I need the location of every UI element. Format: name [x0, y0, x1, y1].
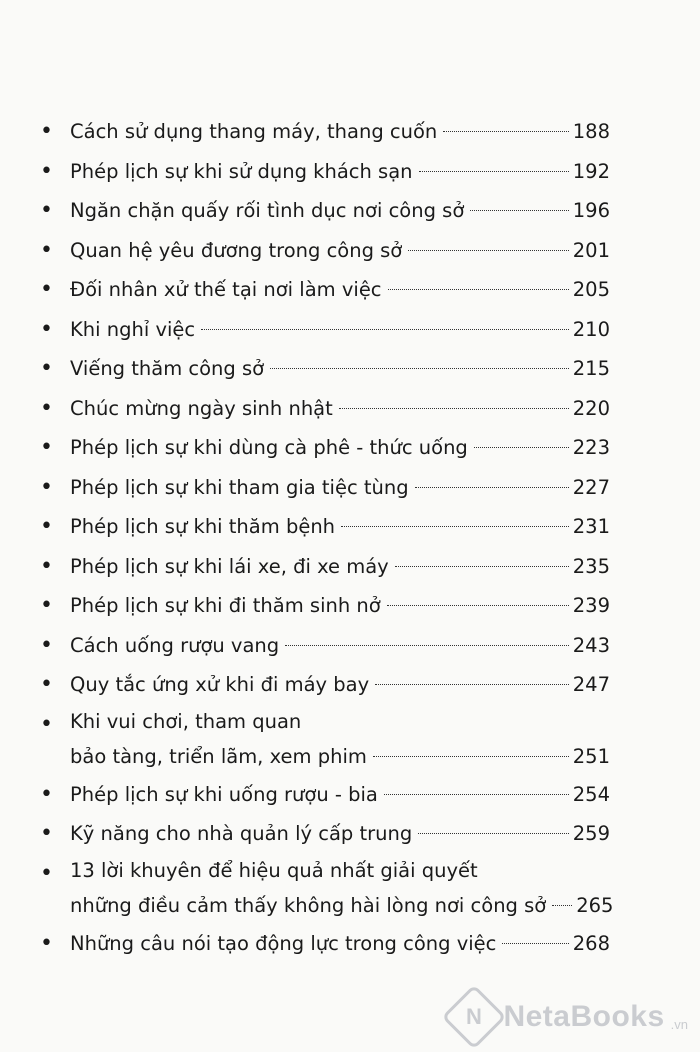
bullet: •: [40, 316, 53, 342]
toc-page-number: 251: [572, 744, 610, 768]
toc-title: Cách uống rượu vang: [70, 633, 280, 657]
toc-entry: [40, 507, 610, 547]
dot-leader: [384, 794, 569, 795]
bullet: •: [40, 474, 53, 500]
bullet: •: [40, 514, 53, 539]
toc-page-number: 220: [572, 396, 610, 420]
watermark-brand: NetaBooks: [503, 1000, 665, 1033]
toc-title: Cách sử dụng thang máy, thang cuốn: [70, 120, 438, 143]
bullet: •: [40, 553, 53, 579]
watermark: [451, 994, 688, 1040]
toc-title: Phép lịch sự khi đi thăm sinh nở: [70, 594, 381, 617]
dot-leader: [375, 684, 569, 685]
dot-leader: [341, 526, 569, 527]
toc-entry: [40, 389, 610, 429]
dot-leader: [418, 833, 569, 834]
dot-leader: [201, 329, 569, 330]
toc-title: Phép lịch sự khi tham gia tiệc tùng: [70, 475, 409, 499]
dot-leader: [373, 756, 569, 757]
toc-entry: [40, 191, 610, 231]
netabooks-logo-icon: N: [442, 984, 507, 1049]
dot-leader: [408, 250, 569, 251]
dot-leader: [285, 645, 569, 646]
toc-page-number: 239: [572, 594, 610, 617]
toc-title-line1: Khi vui chơi, tham quan: [70, 709, 302, 733]
toc-page-number: 259: [572, 822, 610, 845]
bullet: •: [40, 672, 53, 697]
toc-page-number: 188: [572, 120, 610, 143]
toc-page-number: 223: [572, 436, 610, 459]
toc-entry: [40, 468, 610, 508]
toc-title: Viếng thăm công sở: [70, 357, 265, 380]
bullet: •: [40, 119, 53, 144]
toc-page-number: 254: [572, 782, 610, 806]
bullet: •: [40, 395, 53, 421]
bullet: •: [40, 632, 53, 658]
toc-entry: [40, 310, 610, 350]
toc-title-line1: 13 lời khuyên để hiệu quả nhất giải quyết: [70, 858, 478, 882]
toc-entry: [40, 349, 610, 389]
toc-page-number: 247: [572, 673, 610, 696]
toc-entry: [40, 547, 610, 587]
toc-entry: [40, 586, 610, 626]
toc-page-number: 265: [576, 893, 614, 917]
dot-leader: [415, 487, 569, 488]
toc-title: Quy tắc ứng xử khi đi máy bay: [70, 673, 370, 696]
bullet: •: [40, 711, 53, 737]
bullet: •: [40, 781, 53, 807]
toc-page-number: 210: [572, 317, 610, 341]
watermark-suffix: .vn: [670, 1017, 688, 1032]
toc-title: Ngăn chặn quấy rối tình dục nơi công sở: [70, 199, 465, 222]
toc-page-number: 215: [572, 357, 610, 380]
toc-entry: [40, 231, 610, 271]
toc-entry: [40, 814, 610, 854]
toc-entry: [40, 775, 610, 815]
toc-page-number: 227: [572, 475, 610, 499]
toc-page-number: 243: [572, 633, 610, 657]
toc-page-number: 192: [572, 159, 610, 183]
toc-page-number: 268: [572, 931, 610, 955]
toc-entry: [40, 705, 610, 775]
dot-leader: [474, 447, 569, 448]
dot-leader: [339, 408, 569, 409]
dot-leader: [552, 905, 572, 906]
toc-page-number: 235: [572, 554, 610, 578]
toc-page-number: 231: [572, 515, 610, 538]
bullet: •: [40, 435, 53, 460]
bullet: •: [40, 356, 53, 381]
table-of-contents: [40, 112, 614, 963]
toc-title-line2: bảo tàng, triển lãm, xem phim: [70, 744, 367, 768]
toc-title: Kỹ năng cho nhà quản lý cấp trung: [70, 822, 413, 845]
toc-title: Đối nhân xử thế tại nơi làm việc: [70, 278, 382, 301]
toc-title: Quan hệ yêu đương trong công sở: [70, 238, 403, 262]
bullet: •: [40, 237, 53, 263]
toc-entry: [40, 924, 610, 964]
bullet: •: [40, 158, 53, 184]
dot-leader: [419, 171, 569, 172]
dot-leader: [387, 605, 569, 606]
toc-title: Phép lịch sự khi dùng cà phê - thức uống: [70, 436, 468, 459]
dot-leader: [443, 131, 569, 132]
toc-title: Phép lịch sự khi uống rượu - bia: [70, 782, 378, 806]
bullet: •: [40, 930, 53, 956]
dot-leader: [470, 210, 569, 211]
bullet: •: [40, 593, 53, 618]
toc-title: Chúc mừng ngày sinh nhật: [70, 396, 333, 420]
toc-entry: [40, 428, 610, 468]
bullet: •: [40, 821, 53, 846]
toc-entry: [40, 626, 610, 666]
bullet: •: [40, 277, 53, 302]
dot-leader: [270, 368, 569, 369]
bullet: •: [40, 860, 53, 886]
dot-leader: [388, 289, 569, 290]
dot-leader: [395, 566, 569, 567]
toc-entry: [40, 112, 610, 152]
toc-title-line2: những điều cảm thấy không hài lòng nơi công sở: [70, 893, 547, 917]
toc-title: Phép lịch sự khi sử dụng khách sạn: [70, 159, 413, 183]
toc-entry: [40, 270, 610, 310]
dot-leader: [502, 943, 568, 944]
toc-title: Phép lịch sự khi thăm bệnh: [70, 515, 336, 538]
toc-page-number: 201: [572, 238, 610, 262]
toc-entry: [40, 665, 610, 705]
bullet: •: [40, 198, 53, 223]
toc-entry: [40, 152, 610, 192]
toc-title: Khi nghỉ việc: [70, 317, 196, 341]
toc-page-number: 205: [572, 278, 610, 301]
toc-entry: [40, 854, 614, 924]
toc-page-number: 196: [572, 199, 610, 222]
toc-title: Những câu nói tạo động lực trong công việc: [70, 931, 497, 955]
toc-title: Phép lịch sự khi lái xe, đi xe máy: [70, 554, 389, 578]
